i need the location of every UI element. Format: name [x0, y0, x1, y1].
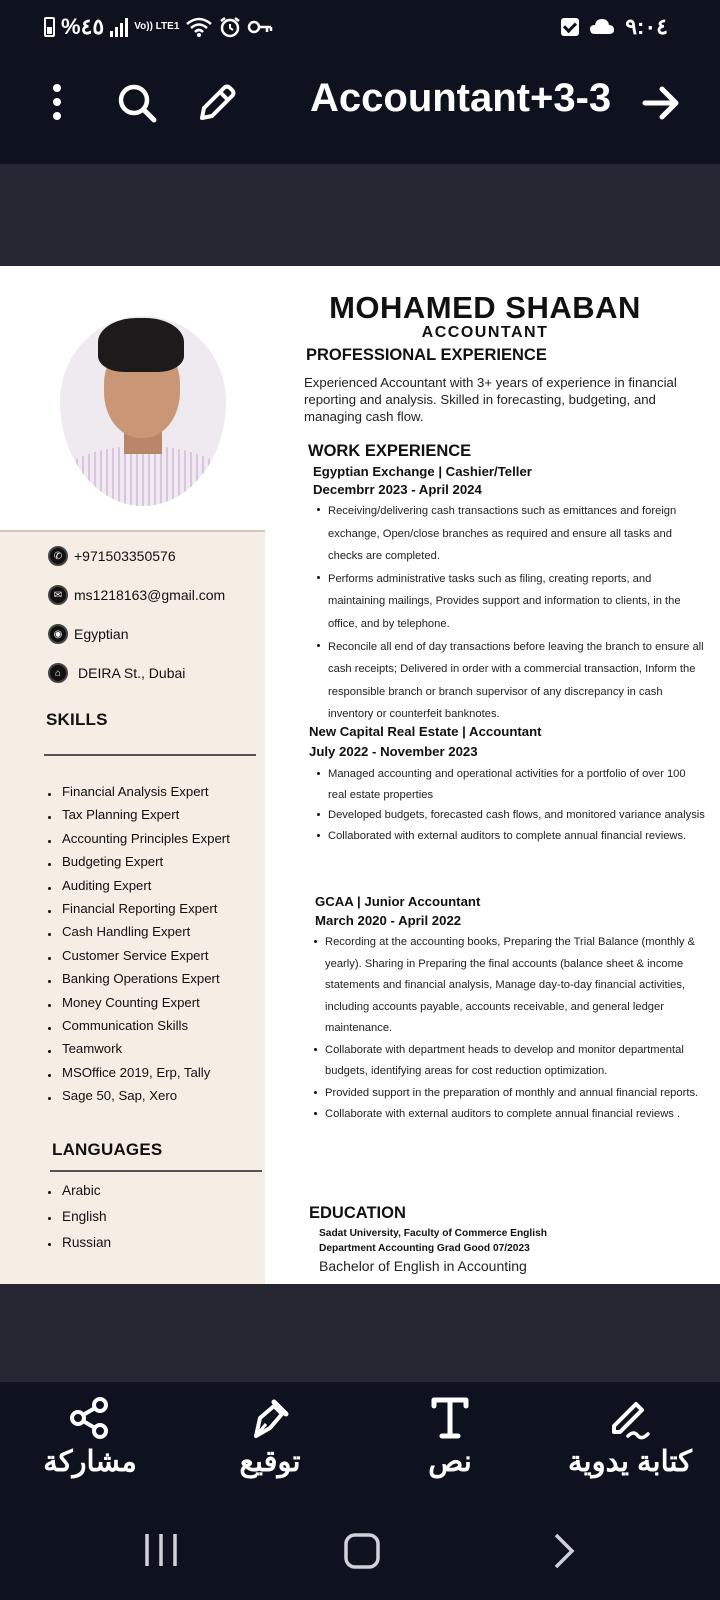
job-dates: July 2022 - November 2023 — [309, 744, 478, 759]
language-item: Arabic — [46, 1178, 111, 1204]
languages-heading: LANGUAGES — [52, 1140, 163, 1159]
arrow-forward-icon[interactable] — [642, 84, 680, 122]
skill-item: Financial Analysis Expert — [46, 780, 230, 803]
job-bullet: Managed accounting and operational activities for a portfolio of over 100 real estate properties — [314, 764, 706, 805]
text-label: نص — [428, 1446, 472, 1478]
more-vert-icon[interactable] — [50, 82, 64, 122]
skills-heading: SKILLS — [46, 710, 108, 729]
nationality-text: Egyptian — [74, 626, 129, 642]
education-department: Department Accounting Grad Good 07/2023 — [319, 1243, 530, 1254]
battery-text: %٤٥ — [61, 14, 105, 39]
search-icon[interactable] — [116, 82, 158, 124]
contact-nationality — [48, 624, 128, 644]
text-icon — [428, 1396, 472, 1440]
handwriting-label: كتابة يدوية — [568, 1446, 692, 1478]
skills-list — [46, 780, 230, 1107]
skill-item: Teamwork — [46, 1037, 230, 1060]
handwriting-button[interactable] — [540, 1382, 720, 1502]
status-left — [44, 14, 273, 40]
contact-address — [48, 663, 185, 683]
status-right — [561, 14, 668, 40]
mail-icon: ✉ — [48, 585, 68, 605]
job-bullets — [314, 500, 706, 726]
resume-role: ACCOUNTANT — [421, 324, 549, 341]
job-bullet: Developed budgets, forecasted cash flows, and monitored variance analysis — [314, 805, 706, 826]
edit-pencil-icon[interactable] — [196, 82, 238, 124]
signal-icon — [110, 17, 128, 37]
contact-email — [48, 585, 225, 605]
education-school: Sadat University, Faculty of Commerce English — [319, 1228, 547, 1239]
document-title: Accountant+3-3 — [310, 76, 612, 120]
contact-phone — [48, 546, 176, 566]
job-bullet: Reconcile all end of day transactions before leaving the branch to ensure all cash receipts; Delivered in order with a commercial transaction, Inform the responsible branch or branch supervisor of any discrepancy in cash inventory or counterfeit banknotes. — [314, 636, 706, 726]
professional-heading: PROFESSIONAL EXPERIENCE — [306, 346, 547, 364]
status-bar — [0, 0, 720, 52]
back-icon[interactable] — [552, 1533, 576, 1569]
work-heading: WORK EXPERIENCE — [308, 442, 472, 460]
bottom-action-bar — [0, 1382, 720, 1600]
skill-item: Banking Operations Expert — [46, 967, 230, 990]
skill-item: Auditing Expert — [46, 874, 230, 897]
language-item: English — [46, 1204, 111, 1230]
job-bullet: Recording at the accounting books, Preparing the Trial Balance (monthly & yearly). Sharing in Preparing the final accounts (balance sheet & income statements and financial analysis, Manage day-to-day financial activities, including accounts payable, accounts receivable, and general ledger maintenance. — [311, 932, 706, 1040]
skill-item: MSOffice 2019, Erp, Tally — [46, 1061, 230, 1084]
sign-button[interactable] — [180, 1382, 360, 1502]
skill-item: Financial Reporting Expert — [46, 897, 230, 920]
resume-name: MOHAMED SHABAN — [329, 290, 641, 325]
job-bullets — [311, 932, 706, 1126]
address-text: DEIRA St., Dubai — [78, 665, 186, 681]
skill-item: Customer Service Expert — [46, 944, 230, 967]
job-title: New Capital Real Estate | Accountant — [309, 724, 542, 739]
job-bullet: Performs administrative tasks such as filing, creating reports, and maintaining mailings, Provides support and information to clients, in the office, and by telephone. — [314, 568, 706, 636]
task-check-icon — [561, 18, 579, 36]
alarm-icon — [219, 16, 241, 38]
job-bullet: Collaborate with external auditors to complete annual financial reviews . — [311, 1104, 706, 1126]
recent-apps-icon[interactable] — [144, 1532, 178, 1568]
job-bullets — [314, 764, 706, 846]
text-button[interactable] — [360, 1382, 540, 1502]
education-heading: EDUCATION — [309, 1204, 406, 1222]
job-bullet: Collaborated with external auditors to complete annual financial reviews. — [314, 826, 706, 847]
phone-icon: ✆ — [48, 546, 68, 566]
home-address-icon: ⌂ — [48, 663, 68, 683]
pen-nib-icon — [248, 1396, 292, 1440]
job-title: GCAA | Junior Accountant — [315, 894, 481, 909]
document-toolbar — [0, 52, 720, 164]
share-button[interactable] — [0, 1382, 180, 1502]
email-text: ms1218163@gmail.com — [74, 587, 226, 603]
skill-item: Accounting Principles Expert — [46, 827, 230, 850]
document-page[interactable] — [0, 266, 720, 1284]
languages-divider — [50, 1170, 262, 1172]
cloud-icon — [589, 18, 615, 36]
globe-icon: ◉ — [48, 624, 68, 644]
job-dates: March 2020 - April 2022 — [315, 913, 462, 928]
skill-item: Tax Planning Expert — [46, 803, 230, 826]
share-icon — [68, 1396, 112, 1440]
languages-list — [46, 1178, 111, 1256]
summary-text: Experienced Accountant with 3+ years of experience in financial reporting and analysis. Skilled in forecasting, budgeting, and managing cash flow. — [304, 375, 677, 424]
vpn-key-icon — [247, 17, 273, 37]
skills-divider — [44, 754, 256, 756]
skill-item: Cash Handling Expert — [46, 920, 230, 943]
skill-item: Sage 50, Sap, Xero — [46, 1084, 230, 1107]
skill-item: Money Counting Expert — [46, 991, 230, 1014]
job-bullet: Receiving/delivering cash transactions such as emittances and foreign exchange, Open/close branches as required and ensure all tasks and checks are completed. — [314, 500, 706, 568]
job-title: Egyptian Exchange | Cashier/Teller — [313, 464, 532, 479]
job-bullet: Collaborate with department heads to develop and monitor departmental budgets, identifying areas for cost reduction optimization. — [311, 1040, 706, 1083]
home-icon[interactable] — [344, 1533, 380, 1569]
battery-icon — [44, 17, 55, 37]
skill-item: Communication Skills — [46, 1014, 230, 1037]
handwriting-icon — [608, 1396, 652, 1440]
wifi-icon — [185, 16, 213, 38]
job-dates: Decembrr 2023 - April 2024 — [313, 482, 482, 497]
skill-item: Budgeting Expert — [46, 850, 230, 873]
phone-text: +971503350576 — [74, 548, 176, 564]
language-item: Russian — [46, 1230, 111, 1256]
profile-photo — [60, 316, 226, 506]
sign-label: توقيع — [239, 1446, 301, 1478]
share-label: مشاركة — [43, 1446, 137, 1478]
education-degree: Bachelor of English in Accounting — [319, 1258, 527, 1274]
clock-time: ٩:٠٤ — [625, 14, 668, 39]
network-type: Vo)) LTE1 — [134, 21, 180, 32]
job-bullet: Provided support in the preparation of monthly and annual financial reports. — [311, 1083, 706, 1105]
